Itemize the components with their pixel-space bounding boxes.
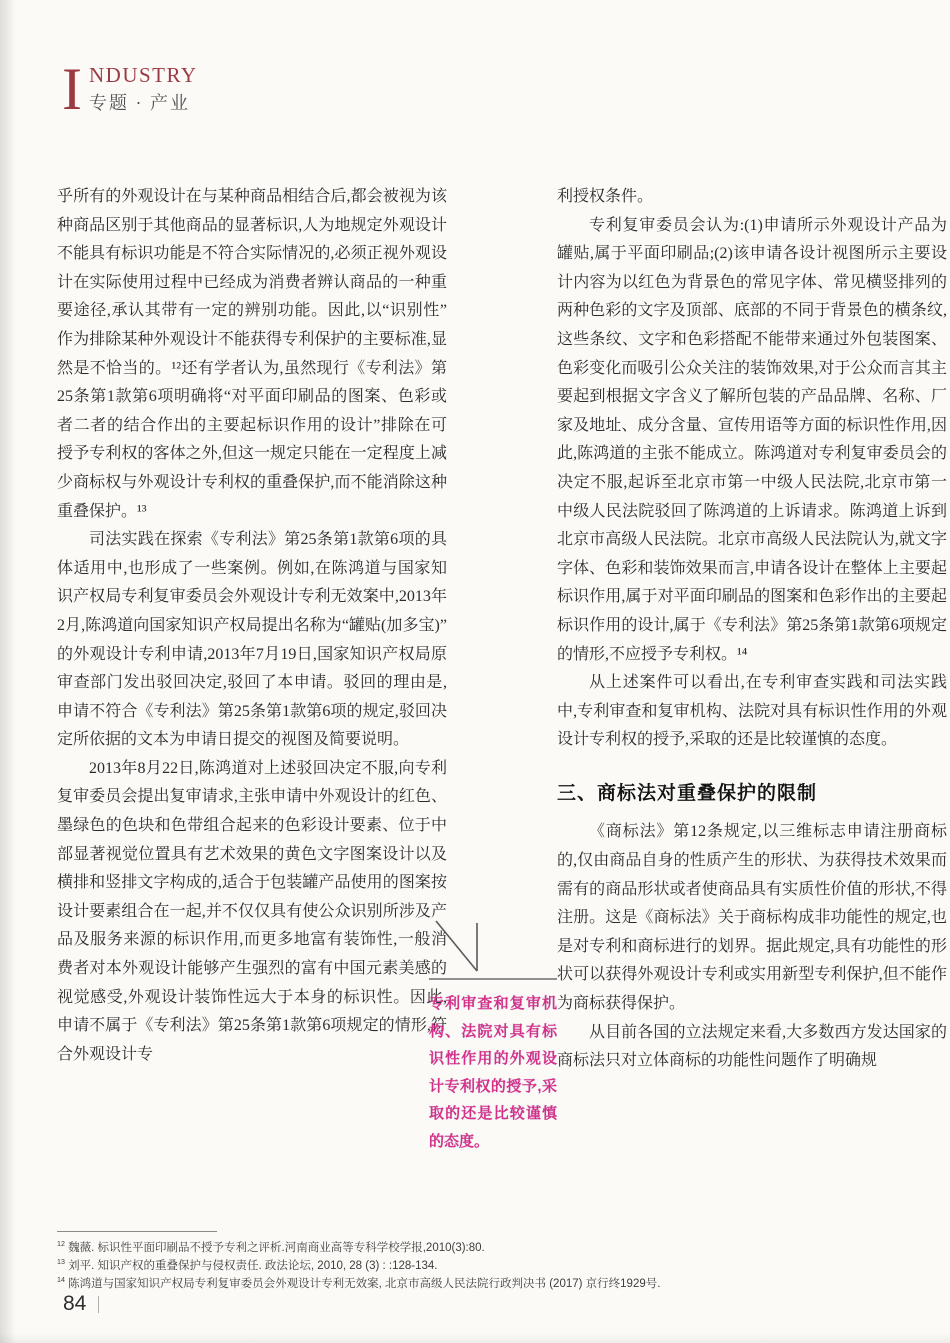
paragraph: 专利复审委员会认为:(1)申请所示外观设计产品为罐贴,属于平面印刷品;(2)该申请各设计视图所示主要设计内容为以红色为背景色的常见字体、常见横竖排列的两种色彩的文字及顶部、底部的不同于背景色的横条纹,这些条纹、文字和色彩搭配不能带来通过外包装图案、色彩变化而吸引公众关注的装饰效果,对于公众而言其主要起到根据文字含义了解所包装的产品品牌、名称、厂家及地址、成分含量、宣传用语等方面的标识性作用,因此,陈鸿道的主张不能成立。陈鸿道对专利复审委员会的决定不服,起诉至北京市第一中级人民法院,北京市第一中级人民法院驳回了陈鸿道的上诉请求。陈鸿道上诉到北京市高级人民法院。北京市高级人民法院认为,就文字字体、色彩和装饰效果而言,申请各设计在整体上主要起标识作用,属于对平面印刷品的图案和色彩作出的主要起标识作用的设计,属于《专利法》第25条第1款第6项规定的情形,不应授予专利权。¹⁴	[557, 216, 947, 663]
left-column	[57, 183, 447, 1069]
paragraph: 司法实践在探索《专利法》第25条第1款第6项的具体适用中,也形成了一些案例。例如,在陈鸿道与国家知识产权局专利复审委员会外观设计专利无效案中,2013年2月,陈鸿道向国家知识产权局提出名称为“罐贴(加多宝)”的外观设计专利申请,2013年7月19日,国家知识产权局原审查部门发出驳回决定,驳回了本申请。驳回的理由是,申请不符合《专利法》第25条第1款第6项的规定,驳回决定所依据的文本为申请日提交的视图及简要说明。	[57, 531, 447, 749]
page-number: 84	[63, 1292, 87, 1315]
footnote-text: 刘平. 知识产权的重叠保护与侵权责任. 政法论坛, 2010, 28 (3) : :128-134.	[68, 1260, 438, 1272]
header-initial-letter: I	[62, 56, 82, 122]
footnote-list	[57, 1239, 902, 1293]
footnote-text: 陈鸿道与国家知识产权局专利复审委员会外观设计专利无效案, 北京市高级人民法院行政判决书 (2017) 京行终1929号.	[68, 1278, 661, 1290]
footnote-number: 14	[57, 1276, 65, 1285]
footnote-number: 13	[57, 1258, 65, 1267]
paragraph: 从目前各国的立法规定来看,大多数西方发达国家的商标法只对立体商标的功能性问题作了明确规	[557, 1023, 947, 1070]
scan-edge-shadow-bottom	[0, 1333, 950, 1343]
footnote	[57, 1257, 902, 1275]
paragraph: 2013年8月22日,陈鸿道对上述驳回决定不服,向专利复审委员会提出复审请求,主张申请中外观设计的红色、墨绿色的色块和色带组合起来的色彩设计要素、位于中部显著视觉位置具有艺术效果的黄色文字图案设计以及横排和竖排文字构成的,适合于包装罐产品使用的图案按设计要素组合在一起,并不仅仅具有使公众识别所涉及产品及服务来源的标识作用,而更多地富有装饰性,一般消费者对本外观设计能够产生强烈的富有中国元素美感的视觉感受,外观设计装饰性远大于本身的标识性。因此,申请不属于《专利法》第25条第1款第6项规定的情形,符合外观设计专	[57, 759, 447, 1063]
footnote	[57, 1239, 902, 1257]
footnote-number: 12	[57, 1240, 65, 1249]
pull-quote-block	[429, 916, 557, 1155]
header-subtitle: 专题 · 产业	[88, 93, 190, 113]
arrow-down-right-icon	[433, 916, 491, 976]
footnotes-section	[57, 1231, 902, 1293]
section-heading: 三、商标法对重叠保护的限制	[557, 782, 818, 804]
page-header	[62, 56, 198, 122]
paragraph-continuation: 利授权条件。	[557, 188, 654, 205]
scan-edge-shadow	[0, 0, 16, 1343]
right-column	[557, 183, 947, 1076]
footnote-divider	[57, 1231, 217, 1232]
page-number-divider	[98, 1296, 99, 1313]
pull-quote-divider	[429, 978, 557, 980]
header-title: NDUSTRY	[88, 63, 198, 87]
pull-quote-text: 专利审查和复审机构、法院对具有标识性作用的外观设计专利权的授予,采取的还是比较谨慎的态度。	[429, 995, 557, 1150]
page-number-block	[63, 1292, 99, 1316]
footnote	[57, 1275, 902, 1293]
paragraph: 《商标法》第12条规定,以三维标志申请注册商标的,仅由商品自身的性质产生的形状、为获得技术效果而需有的商品形状或者使商品具有实质性价值的形状,不得注册。这是《商标法》关于商标构成非功能性的规定,也是对专利和商标进行的划界。据此规定,具有功能性的形状可以获得外观设计专利或实用新型专利保护,但不能作为商标获得保护。	[557, 823, 947, 1013]
paragraph: 从上述案件可以看出,在专利审查实践和司法实践中,专利审查和复审机构、法院对具有标识性作用的外观设计专利权的授予,采取的还是比较谨慎的态度。	[557, 674, 947, 749]
footnote-text: 魏薇. 标识性平面印刷品不授予专利之评析.河南商业高等专科学校学报,2010(3):80.	[68, 1242, 485, 1254]
paragraph-continuation: 乎所有的外观设计在与某种商品相结合后,都会被视为该种商品区别于其他商品的显著标识,人为地规定外观设计不能具有标识功能是不符合实际情况的,必须正视外观设计在实际使用过程中已经成为消费者辨认商品的一种重要途径,承认其带有一定的辨别功能。因此,以“识别性”作为排除某种外观设计不能获得专利保护的主要标准,显然是不恰当的。¹²还有学者认为,虽然现行《专利法》第25条第1款第6项明确将“对平面印刷品的图案、色彩或者二者的结合作出的主要起标识作用的设计”排除在可授予专利权的客体之外,但这一规定只能在一定程度上减少商标权与外观设计专利权的重叠保护,而不能消除这种重叠保护。¹³	[57, 188, 447, 520]
header-text-block	[89, 62, 198, 114]
